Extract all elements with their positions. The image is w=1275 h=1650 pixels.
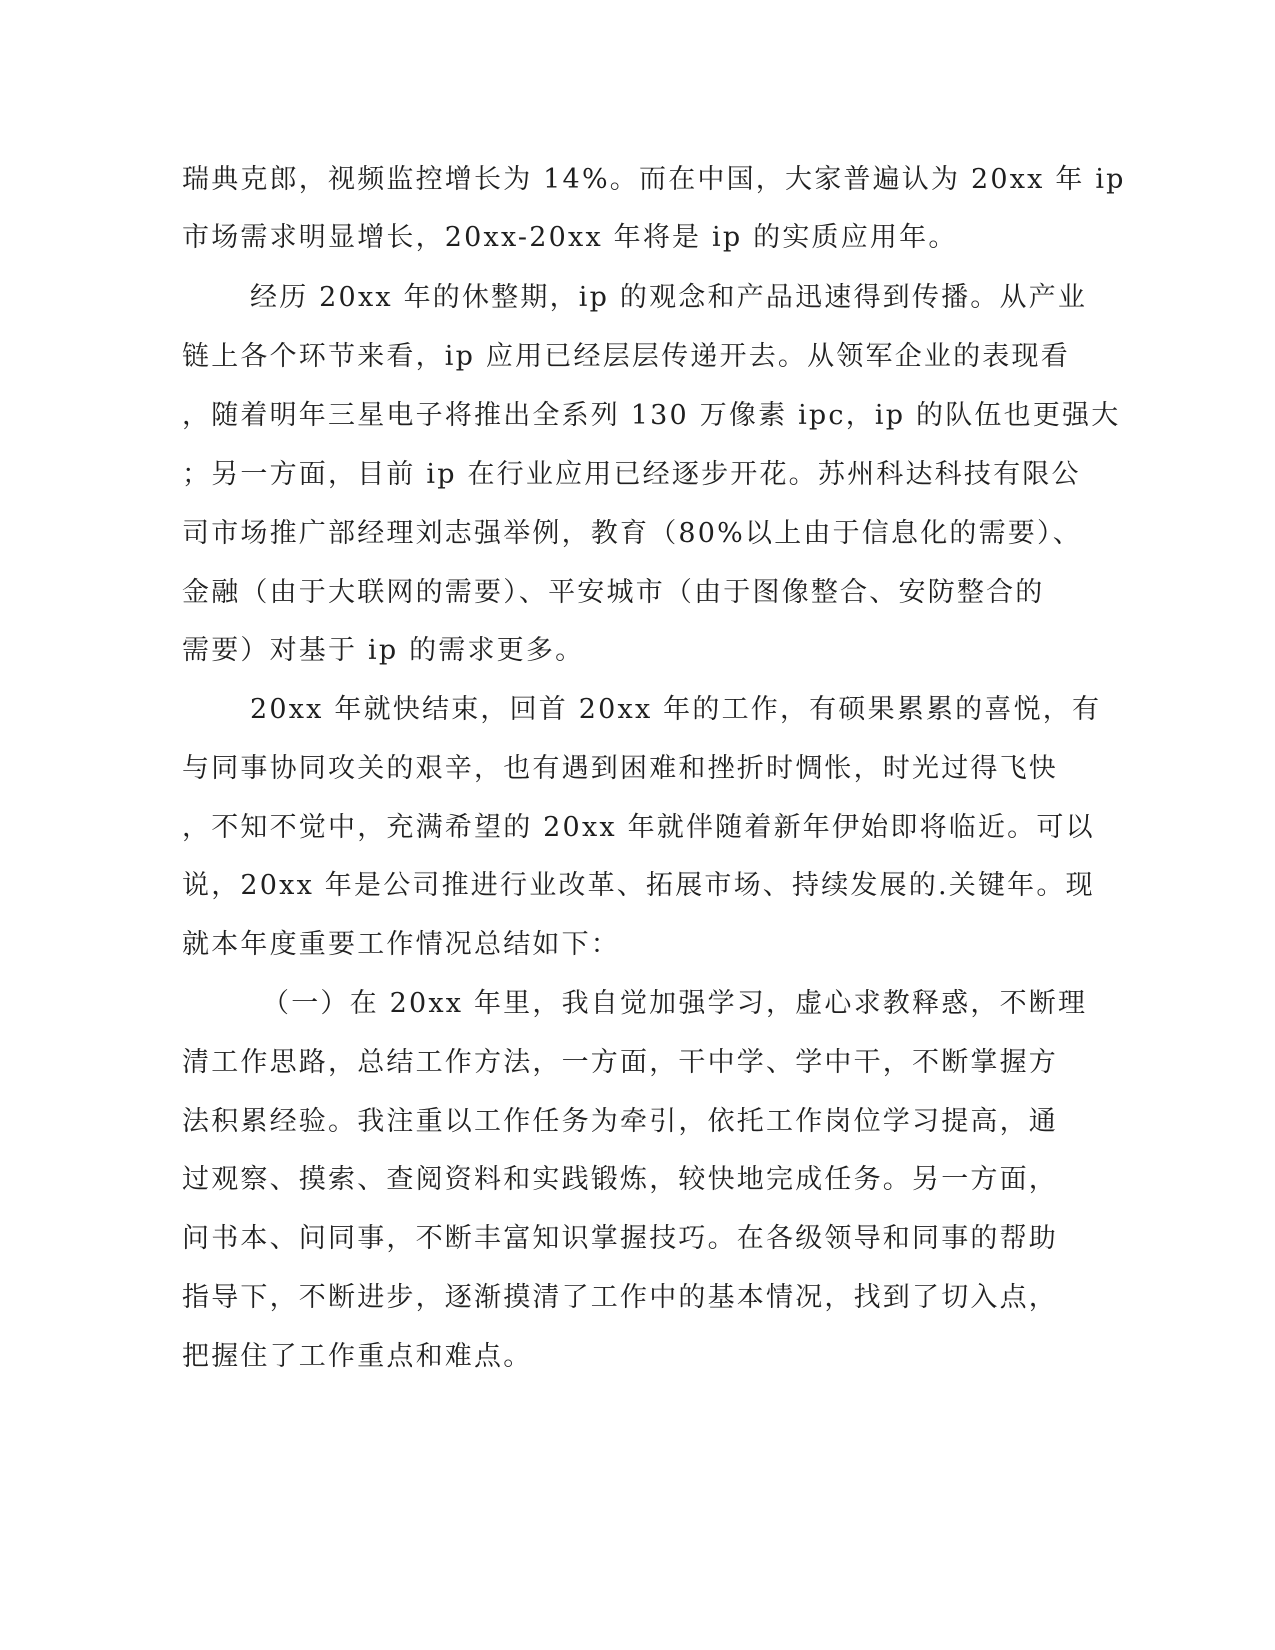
text-line: 指导下，不断进步，逐渐摸清了工作中的基本情况，找到了切入点， — [182, 1282, 1058, 1313]
text-line: 把握住了工作重点和难点。 — [182, 1341, 533, 1372]
paragraph-start-line: （一）在 20xx 年里，我自觉加强学习，虚心求教释惑，不断理 — [262, 988, 1088, 1019]
paragraph-start-line: 经历 20xx 年的休整期，ip 的观念和产品迅速得到传播。从产业 — [250, 282, 1088, 313]
text-line: 问书本、问同事，不断丰富知识掌握技巧。在各级领导和同事的帮助 — [182, 1223, 1058, 1254]
text-line: ，随着明年三星电子将推出全系列 130 万像素 ipc，ip 的队伍也更强大 — [182, 400, 1121, 431]
text-line: 市场需求明显增长，20xx-20xx 年将是 ip 的实质应用年。 — [182, 222, 958, 253]
text-line: 瑞典克郎，视频监控增长为 14%。而在中国，大家普遍认为 20xx 年 ip — [182, 164, 1126, 195]
text-line: 需要）对基于 ip 的需求更多。 — [182, 635, 585, 666]
text-line: 清工作思路，总结工作方法，一方面，干中学、学中干，不断掌握方 — [182, 1047, 1058, 1078]
text-line: ；另一方面，目前 ip 在行业应用已经逐步开花。苏州科达科技有限公 — [182, 459, 1081, 490]
text-line: 说，20xx 年是公司推进行业改革、拓展市场、持续发展的.关键年。现 — [182, 870, 1095, 901]
text-line: 就本年度重要工作情况总结如下： — [182, 929, 620, 960]
text-line: 与同事协同攻关的艰辛，也有遇到困难和挫折时惆怅，时光过得飞快 — [182, 753, 1058, 784]
text-line: 过观察、摸索、查阅资料和实践锻炼，较快地完成任务。另一方面， — [182, 1164, 1058, 1195]
paragraph-start-line: 20xx 年就快结束，回首 20xx 年的工作，有硕果累累的喜悦，有 — [250, 694, 1102, 725]
text-line: 金融（由于大联网的需要）、平安城市（由于图像整合、安防整合的 — [182, 577, 1045, 608]
text-line: 法积累经验。我注重以工作任务为牵引，依托工作岗位学习提高，通 — [182, 1106, 1058, 1137]
text-line: 链上各个环节来看，ip 应用已经层层传递开去。从领军企业的表现看 — [182, 341, 1070, 372]
text-line: 司市场推广部经理刘志强举例，教育（80%以上由于信息化的需要）、 — [182, 518, 1082, 549]
text-line: ，不知不觉中，充满希望的 20xx 年就伴随着新年伊始即将临近。可以 — [182, 812, 1095, 843]
